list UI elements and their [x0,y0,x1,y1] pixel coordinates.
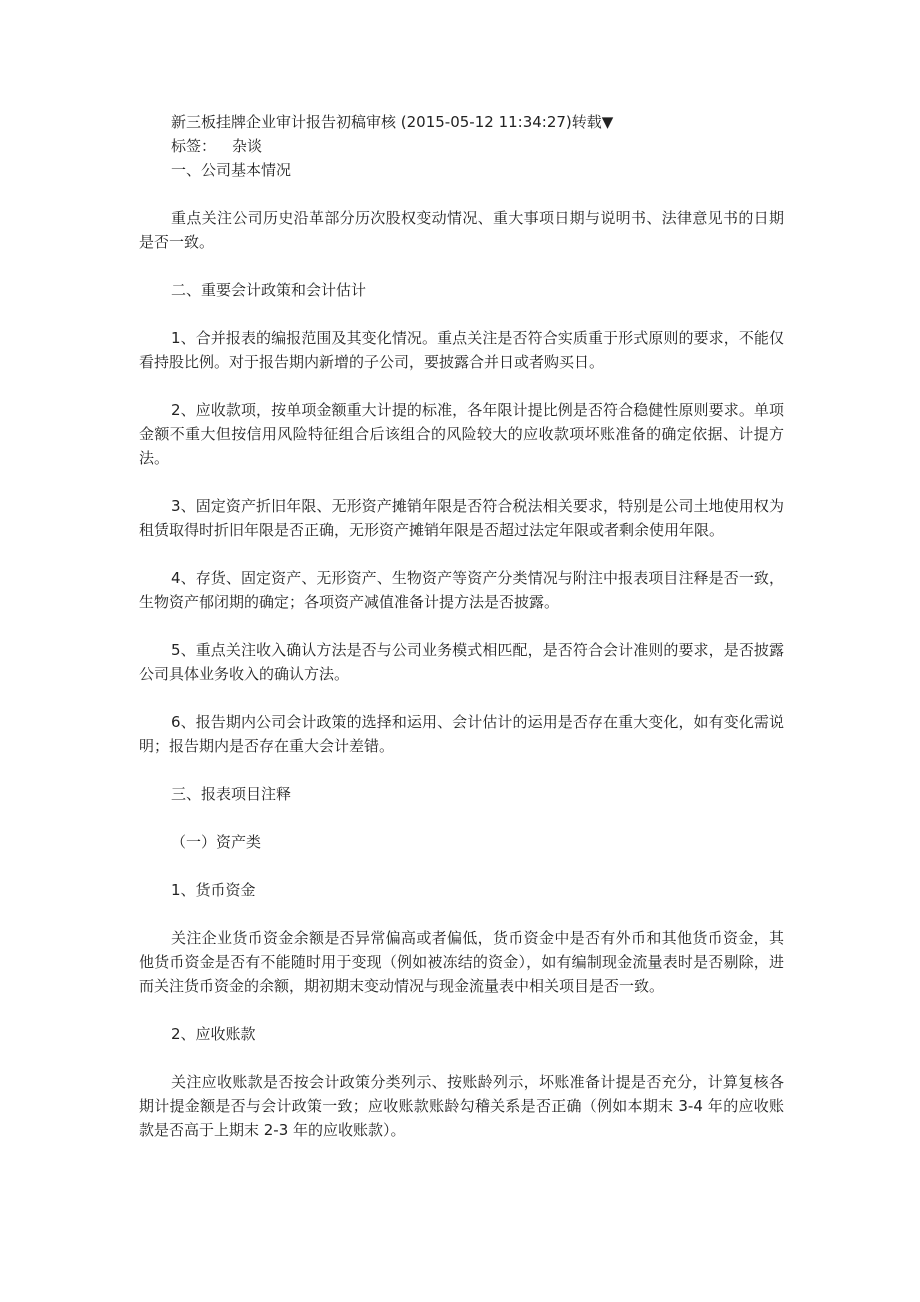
section-2-paragraph-5: 5、重点关注收入确认方法是否与公司业务模式相匹配，是否符合会计准则的要求，是否披露公司具体业务收入的确认方法。 [139,641,784,683]
section-3-item-1-paragraph: 关注企业货币资金余额是否异常偏高或者偏低，货币资金中是否有外币和其他货币资金，其他货币资金是否有不能随时用于变现（例如被冻结的资金），如有编制现金流量表时是否剔除，进而关注货币资金的余额，期初期末变动情况与现金流量表中相关项目是否一致。 [139,929,784,995]
section-2-paragraph-1: 1、合并报表的编报范围及其变化情况。重点关注是否符合实质重于形式原则的要求，不能仅看持股比例。对于报告期内新增的子公司，要披露合并日或者购买日。 [139,329,784,371]
section-2-paragraph-3: 3、固定资产折旧年限、无形资产摊销年限是否符合税法相关要求，特别是公司土地使用权为租赁取得时折旧年限是否正确，无形资产摊销年限是否超过法定年限或者剩余使用年限。 [139,497,784,539]
section-2-paragraph-4: 4、存货、固定资产、无形资产、生物资产等资产分类情况与附注中报表项目注释是否一致，生物资产郁闭期的确定；各项资产减值准备计提方法是否披露。 [139,569,784,611]
document-content [139,110,784,1142]
section-3-item-2-heading: 2、应收账款 [171,1025,256,1043]
tags-label: 标签： [171,137,217,155]
section-1-heading: 一、公司基本情况 [171,161,292,179]
section-3-subheading-assets: （一）资产类 [171,833,262,851]
section-2-heading: 二、重要会计政策和会计估计 [171,281,367,299]
section-3-heading: 三、报表项目注释 [171,785,292,803]
section-3-item-2-paragraph: 关注应收账款是否按会计政策分类列示、按账龄列示，坏账准备计提是否充分，计算复核各期计提金额是否与会计政策一致；应收账款账龄勾稽关系是否正确（例如本期末 3-4 年的应收账款是否高于上期末 2-3 年的应收账款）。 [139,1073,784,1139]
section-2-paragraph-6: 6、报告期内公司会计政策的选择和运用、会计估计的运用是否存在重大变化，如有变化需说明；报告期内是否存在重大会计差错。 [139,713,784,755]
section-3-item-1-heading: 1、货币资金 [171,881,256,899]
tags-line [139,134,784,158]
section-1-paragraph: 重点关注公司历史沿革部分历次股权变动情况、重大事项日期与说明书、法律意见书的日期是否一致。 [139,209,784,251]
document-title: 新三板挂牌企业审计报告初稿审核 (2015-05-12 11:34:27)转载▼ [171,113,614,131]
section-2-paragraph-2: 2、应收款项，按单项金额重大计提的标准，各年限计提比例是否符合稳健性原则要求。单项金额不重大但按信用风险特征组合后该组合的风险较大的应收款项坏账准备的确定依据、计提方法。 [139,401,784,467]
tags-value: 杂谈 [232,137,263,155]
